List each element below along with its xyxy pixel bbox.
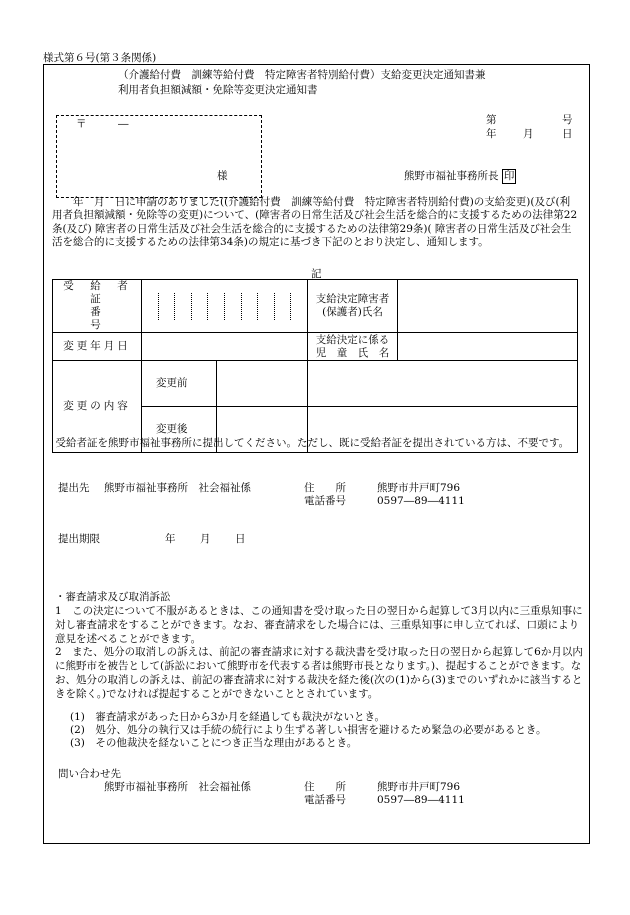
appeal-sub3: (3) その他裁決を経ないことにつき正当な理由があるとき。 — [70, 737, 358, 749]
seal-stamp: 印 — [503, 170, 515, 182]
change-before-row — [142, 361, 308, 407]
deadline-day: 日 — [235, 533, 246, 545]
postal-mark: 〒 ― — [76, 118, 129, 130]
form-number: 様式第６号(第３条関係) — [43, 52, 157, 64]
disabled-person-name-label: 支給決定障害者 (保護者)氏名 — [308, 280, 398, 333]
document-title-line2: 利用者負担額減額・免除等変更決定通知書 — [118, 84, 318, 96]
recipient-cert-no-digits — [142, 280, 308, 333]
recipient-sama: 様 — [217, 170, 228, 182]
change-before-value — [217, 361, 307, 406]
doc-date-year: 年 — [486, 128, 497, 140]
doc-date-day: 日 — [562, 128, 573, 140]
submission-label: 提出先 — [58, 482, 90, 494]
change-content-label: 変更の内容 — [53, 361, 142, 453]
recipient-cert-no-label: 受 給 者 証 番 号 — [53, 280, 142, 333]
inquiry-tel-label: 電話番号 — [304, 794, 346, 806]
doc-number-dai: 第 — [486, 114, 497, 126]
inquiry-office: 熊野市福祉事務所 社会福祉係 — [104, 781, 251, 793]
child-name-label: 支給決定に係る 児 童 氏 名 — [308, 333, 398, 361]
issuer-name: 熊野市福祉事務所長 — [404, 170, 499, 182]
change-before-label: 変更前 — [142, 361, 217, 406]
document-title-line1: （介護給付費 訓練等給付費 特定障害者特別給付費）支給変更決定通知書兼 — [118, 69, 486, 81]
disabled-person-name-value — [398, 280, 578, 333]
deadline-label: 提出期限 — [58, 533, 100, 545]
appeal-sub1: (1) 審査請求があった日から3か月を経過しても裁決がないとき。 — [70, 711, 386, 723]
deadline-month: 月 — [200, 533, 211, 545]
submission-tel: 0597―89―4111 — [377, 495, 465, 507]
deadline-year: 年 — [165, 533, 176, 545]
submission-address-label: 住 所 — [304, 482, 346, 494]
doc-number-go: 号 — [562, 114, 573, 126]
inquiry-label: 問い合わせ先 — [58, 768, 121, 780]
doc-date-month: 月 — [523, 128, 534, 140]
appeal-sub2: (2) 処分、処分の執行又は手続の続行により生ずる著しい損害を避けるため緊急の必要があるとき。 — [70, 724, 547, 736]
submission-tel-label: 電話番号 — [304, 495, 346, 507]
appeal-heading: ・審査請求及び取消訴訟 — [55, 591, 171, 603]
inquiry-address-label: 住 所 — [304, 781, 346, 793]
submission-office: 熊野市福祉事務所 社会福祉係 — [104, 482, 251, 494]
appeal-item1: 1 この決定について不服があるときは、この通知書を受け取った日の翌日から起算して3月以内に三重県知事に対し審査請求をすることができます。なお、審査請求をした場合には、三重県知事に申し立てれば、口頭により意見を述べることができます。 — [55, 605, 583, 645]
child-name-value — [398, 333, 578, 361]
change-date-value — [142, 333, 308, 361]
change-after-label: 変更後 — [142, 407, 217, 452]
appeal-item2: 2 また、処分の取消しの訴えは、前記の審査請求に対する裁決書を受け取った日の翌日から起算して6か月以内に熊野市を被告として(訴訟において熊野市を代表する者は熊野市長となります。)、提起することができます。なお、処分の取消しの訴えは、前記の審査請求に対する裁決を経た後(次の(1)から(3)までのいずれかに該当するときを除く。)でなければ提起することができないこととされています。 — [55, 646, 583, 700]
change-date-label: 変更年月日 — [53, 333, 142, 361]
inquiry-address: 熊野市井戸町796 — [377, 781, 461, 793]
intro-paragraph: 年 月 日に申請のありました((介護給付費 訓練等給付費 特定障害者特別給付費)の支給変更)(及び(利用者負担額減額・免除等の変更)について、(障害者の日常生活及び社会生活を総合的に支援するための法律第22条(及び) 障害者の日常生活及び社会生活を総合的に支援するための法律第29条)( 障害者の日常生活及び社会生活を総合的に支援するための法律第34条)の規定に基づき下記のとおり決定し、通知します。 — [52, 196, 578, 248]
submission-address: 熊野市井戸町796 — [377, 482, 461, 494]
ki-label: 記 — [311, 268, 322, 280]
submit-note: 受給者証を熊野市福祉事務所に提出してください。ただし、既に受給者証を提出されている方は、不要です。 — [45, 437, 570, 449]
issuer-block — [404, 169, 516, 184]
decision-table — [52, 279, 578, 453]
change-before-value-wide — [308, 361, 578, 407]
inquiry-tel: 0597―89―4111 — [377, 794, 465, 806]
